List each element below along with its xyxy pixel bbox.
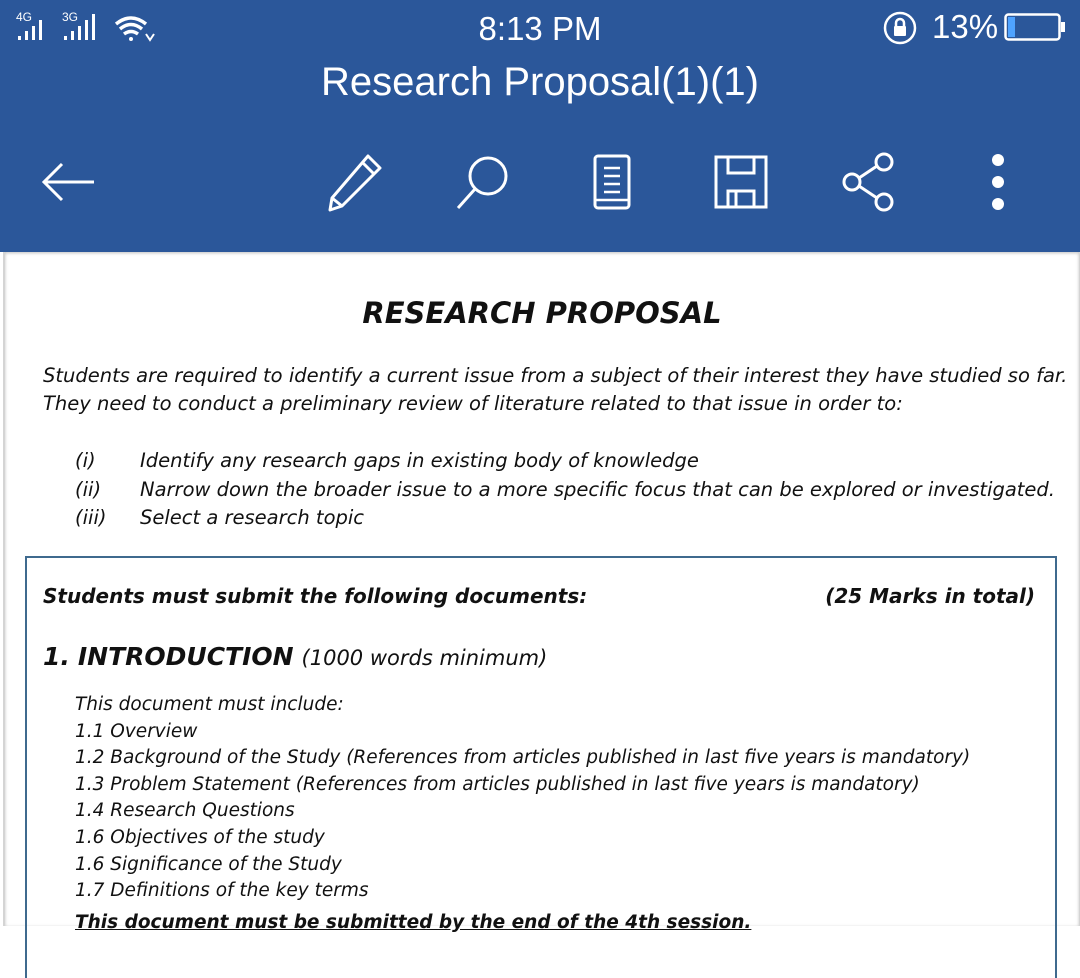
search-button[interactable]	[452, 150, 516, 214]
section-item: 1.3 Problem Statement (References from articles published in last five years is mandatory)	[75, 773, 920, 795]
section-heading	[43, 642, 547, 671]
section-items	[75, 692, 970, 905]
list-item-number: (iii)	[75, 506, 107, 529]
mobile-view-button[interactable]	[580, 150, 644, 214]
save-button[interactable]	[709, 150, 773, 214]
requirements-box	[25, 556, 1057, 978]
app-header	[0, 0, 1080, 252]
list-item-number: (ii)	[75, 477, 102, 501]
list-item-number: (i)	[75, 449, 96, 472]
battery-icon	[1004, 12, 1066, 47]
list-item-text: Narrow down the broader issue to a more specific focus that can be explored or investigated.	[140, 477, 1055, 501]
section-item: 1.7 Definitions of the key terms	[75, 880, 369, 902]
objectives-list	[75, 447, 1055, 533]
submission-note: This document must be submitted by the end of the 4th session.	[75, 912, 752, 933]
save-icon	[712, 153, 770, 211]
mobile-view-icon	[592, 152, 632, 212]
back-arrow-icon	[38, 160, 98, 204]
document-title: Research Proposal(1)(1)	[321, 60, 759, 104]
edit-button[interactable]	[322, 150, 386, 214]
document-page[interactable]	[3, 252, 1080, 933]
section-item: 1.2 Background of the Study (References from articles published in last five years is mandatory)	[75, 747, 971, 769]
section-item: This document must include:	[75, 694, 344, 715]
signal-3g-label: 3G	[62, 10, 79, 24]
intro-line: Students are required to identify a current issue from a subject of their interest they have studied so far.	[43, 364, 1068, 387]
section-item: 1.1 Overview	[75, 720, 198, 742]
battery-fill	[1008, 17, 1015, 37]
intro-paragraph	[43, 362, 1067, 418]
back-button[interactable]	[36, 150, 100, 214]
share-button[interactable]	[836, 150, 900, 214]
page-title: RESEARCH PROPOSAL	[362, 296, 722, 330]
list-item-text: Select a research topic	[140, 506, 365, 529]
marks-total: (25 Marks in total)	[825, 584, 1035, 608]
section-word-minimum: (1000 words minimum)	[301, 646, 548, 670]
intro-line: They need to conduct a preliminary review of literature related to that issue in order to:	[43, 392, 903, 415]
more-options-button[interactable]	[966, 150, 1030, 214]
requirements-heading: Students must submit the following documents:	[43, 584, 588, 608]
status-bar	[0, 0, 1080, 56]
section-item: 1.6 Significance of the Study	[75, 853, 342, 875]
search-icon	[454, 152, 514, 212]
list-item-text: Identify any research gaps in existing body of knowledge	[140, 449, 699, 472]
section-item: 1.6 Objectives of the study	[75, 826, 325, 848]
clock: 8:13 PM	[478, 10, 602, 47]
battery-percent: 13%	[932, 8, 999, 45]
list-item	[75, 504, 1055, 533]
list-item	[75, 476, 1055, 505]
share-icon	[838, 152, 898, 212]
rotation-lock-icon	[882, 10, 918, 51]
more-options-icon	[988, 152, 1008, 212]
list-item	[75, 447, 1055, 476]
section-number: 1.	[43, 642, 70, 671]
signal-4g-label: 4G	[16, 10, 33, 24]
section-item: 1.4 Research Questions	[75, 800, 295, 822]
section-title: INTRODUCTION	[77, 642, 294, 671]
edit-pencil-icon	[324, 152, 384, 212]
